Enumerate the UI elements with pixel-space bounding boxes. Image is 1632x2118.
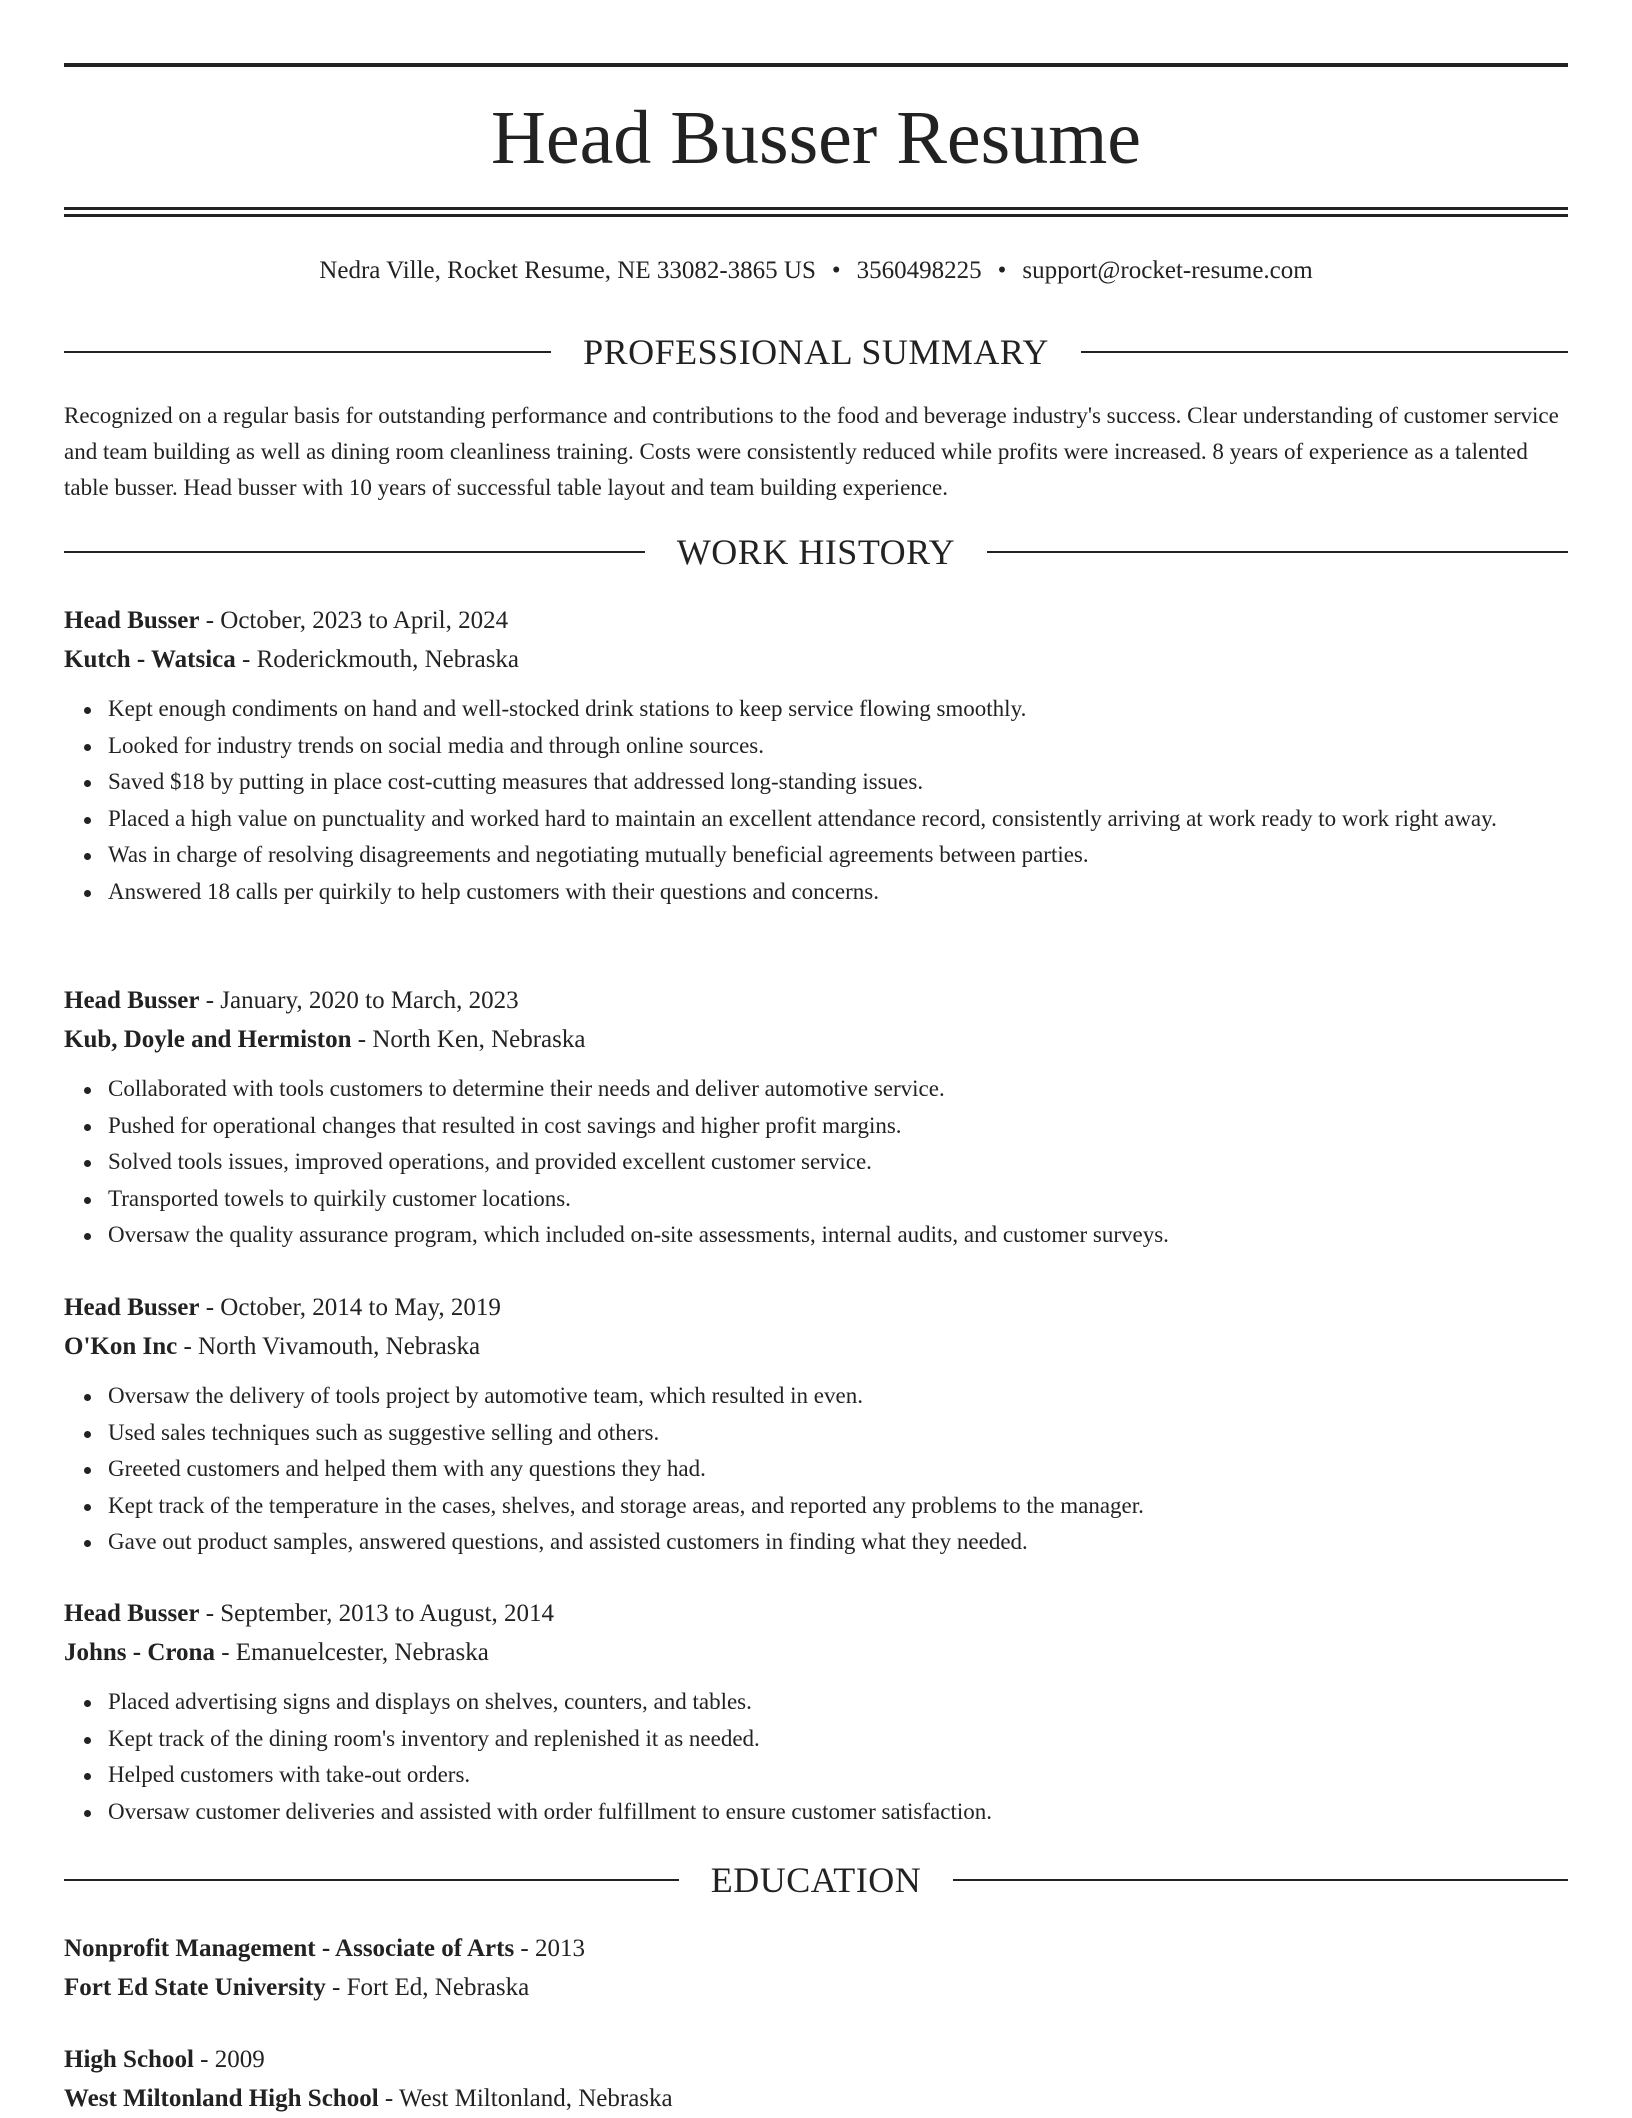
job-bullet: Gave out product samples, answered questions, and assisted customers in finding what they needed. — [108, 1524, 1568, 1561]
education-location: - West Miltonland, Nebraska — [378, 2085, 673, 2112]
heading-rule-left — [64, 551, 645, 553]
job-company-line — [64, 1633, 1568, 1672]
job-company-line — [64, 640, 1568, 679]
education-degree-line — [64, 2040, 1568, 2079]
contact-line — [64, 253, 1568, 289]
job-bullet: Kept track of the dining room's inventory and replenished it as needed. — [108, 1721, 1568, 1758]
education-entry — [64, 2040, 1568, 2118]
education-heading — [64, 1858, 1568, 1902]
education-school-line — [64, 1968, 1568, 2007]
job-entry — [64, 1594, 1568, 1830]
job-company-line — [64, 1327, 1568, 1366]
job-location: - Emanuelcester, Nebraska — [214, 1639, 489, 1666]
education-year: - 2009 — [193, 2046, 265, 2073]
job-bullet: Kept track of the temperature in the cases, shelves, and storage areas, and reported any problems to the manager. — [108, 1488, 1568, 1525]
job-title: Head Busser — [64, 1294, 200, 1321]
job-title: Head Busser — [64, 987, 200, 1014]
summary-text: Recognized on a regular basis for outstanding performance and contributions to the food and beverage industry's success. Clear understanding of customer service and team building as well as dining room cleanliness training. Costs were consistently reduced while profits were increased. 8 years of experience as a talented table busser. Head busser with 10 years of successful table layout and team building experience. — [64, 403, 1559, 500]
heading-rule-right — [1081, 351, 1568, 353]
contact-address: Nedra Ville, Rocket Resume, NE 33082-3865 US — [319, 257, 816, 284]
job-bullet: Oversaw customer deliveries and assisted with order fulfillment to ensure customer satisfaction. — [108, 1794, 1568, 1831]
job-bullets — [64, 1684, 1568, 1830]
top-rule — [64, 63, 1568, 67]
contact-phone[interactable]: 3560498225 — [856, 257, 982, 284]
job-location: - Roderickmouth, Nebraska — [235, 646, 520, 673]
job-company: Johns - Crona — [64, 1639, 215, 1666]
job-bullet: Used sales techniques such as suggestive selling and others. — [108, 1415, 1568, 1452]
job-bullet: Was in charge of resolving disagreements and negotiating mutually beneficial agreements between parties. — [108, 837, 1568, 874]
job-dates: - January, 2020 to March, 2023 — [199, 987, 519, 1014]
education-school-line — [64, 2079, 1568, 2118]
job-dates: - October, 2014 to May, 2019 — [199, 1294, 501, 1321]
job-company: O'Kon Inc — [64, 1333, 178, 1360]
job-title-line — [64, 1594, 1568, 1633]
work-history-heading — [64, 530, 1568, 574]
education-entry — [64, 1929, 1568, 2007]
job-bullet: Helped customers with take-out orders. — [108, 1757, 1568, 1794]
work-history-heading-label: WORK HISTORY — [676, 532, 956, 572]
job-company: Kub, Doyle and Hermiston — [64, 1026, 352, 1053]
job-dates: - September, 2013 to August, 2014 — [199, 1600, 554, 1627]
education-degree: Nonprofit Management - Associate of Arts — [64, 1935, 515, 1962]
job-company: Kutch - Watsica — [64, 646, 236, 673]
summary-heading-label: PROFESSIONAL SUMMARY — [583, 332, 1049, 372]
job-entry — [64, 601, 1568, 910]
job-bullet: Placed a high value on punctuality and worked hard to maintain an excellent attendance record, consistently arriving at work ready to work right away. — [108, 801, 1568, 838]
heading-rule-right — [987, 551, 1568, 553]
job-bullet: Kept enough condiments on hand and well-stocked drink stations to keep service flowing smoothly. — [108, 691, 1568, 728]
contact-email[interactable]: support@rocket-resume.com — [1022, 257, 1313, 284]
heading-rule-right — [953, 1879, 1568, 1881]
job-bullet: Greeted customers and helped them with any questions they had. — [108, 1451, 1568, 1488]
job-entry — [64, 981, 1568, 1254]
education-degree-line — [64, 1929, 1568, 1968]
job-bullet: Looked for industry trends on social media and through online sources. — [108, 728, 1568, 765]
job-bullets — [64, 1071, 1568, 1254]
job-title-line — [64, 1288, 1568, 1327]
job-location: - North Vivamouth, Nebraska — [177, 1333, 481, 1360]
job-bullet: Saved $18 by putting in place cost-cutting measures that addressed long-standing issues. — [108, 764, 1568, 801]
job-bullets — [64, 691, 1568, 910]
education-heading-label: EDUCATION — [710, 1860, 922, 1900]
job-bullet: Transported towels to quirkily customer locations. — [108, 1181, 1568, 1218]
contact-separator: • — [831, 257, 841, 284]
education-degree: High School — [64, 2046, 194, 2073]
summary-heading — [64, 330, 1568, 374]
heading-rule-left — [64, 351, 551, 353]
job-title-line — [64, 981, 1568, 1020]
job-bullets — [64, 1378, 1568, 1561]
job-bullet: Collaborated with tools customers to determine their needs and deliver automotive service. — [108, 1071, 1568, 1108]
job-bullet: Pushed for operational changes that resulted in cost savings and higher profit margins. — [108, 1108, 1568, 1145]
education-school: Fort Ed State University — [64, 1974, 326, 2001]
heading-rule-left — [64, 1879, 679, 1881]
job-title: Head Busser — [64, 1600, 200, 1627]
contact-separator: • — [997, 257, 1007, 284]
job-title: Head Busser — [64, 607, 200, 634]
education-year: - 2013 — [514, 1935, 585, 1962]
job-company-line — [64, 1020, 1568, 1059]
job-bullet: Oversaw the delivery of tools project by automotive team, which resulted in even. — [108, 1378, 1568, 1415]
job-bullet: Solved tools issues, improved operations, and provided excellent customer service. — [108, 1144, 1568, 1181]
job-dates: - October, 2023 to April, 2024 — [199, 607, 509, 634]
job-bullet: Answered 18 calls per quirkily to help customers with their questions and concerns. — [108, 874, 1568, 911]
job-bullet: Placed advertising signs and displays on shelves, counters, and tables. — [108, 1684, 1568, 1721]
education-location: - Fort Ed, Nebraska — [325, 1974, 530, 2001]
title-double-rule — [64, 207, 1568, 217]
resume-title: Head Busser Resume — [490, 96, 1142, 180]
education-school: West Miltonland High School — [64, 2085, 379, 2112]
job-entry — [64, 1288, 1568, 1561]
job-title-line — [64, 601, 1568, 640]
job-location: - North Ken, Nebraska — [351, 1026, 586, 1053]
job-bullet: Oversaw the quality assurance program, which included on-site assessments, internal audits, and customer surveys. — [108, 1217, 1568, 1254]
